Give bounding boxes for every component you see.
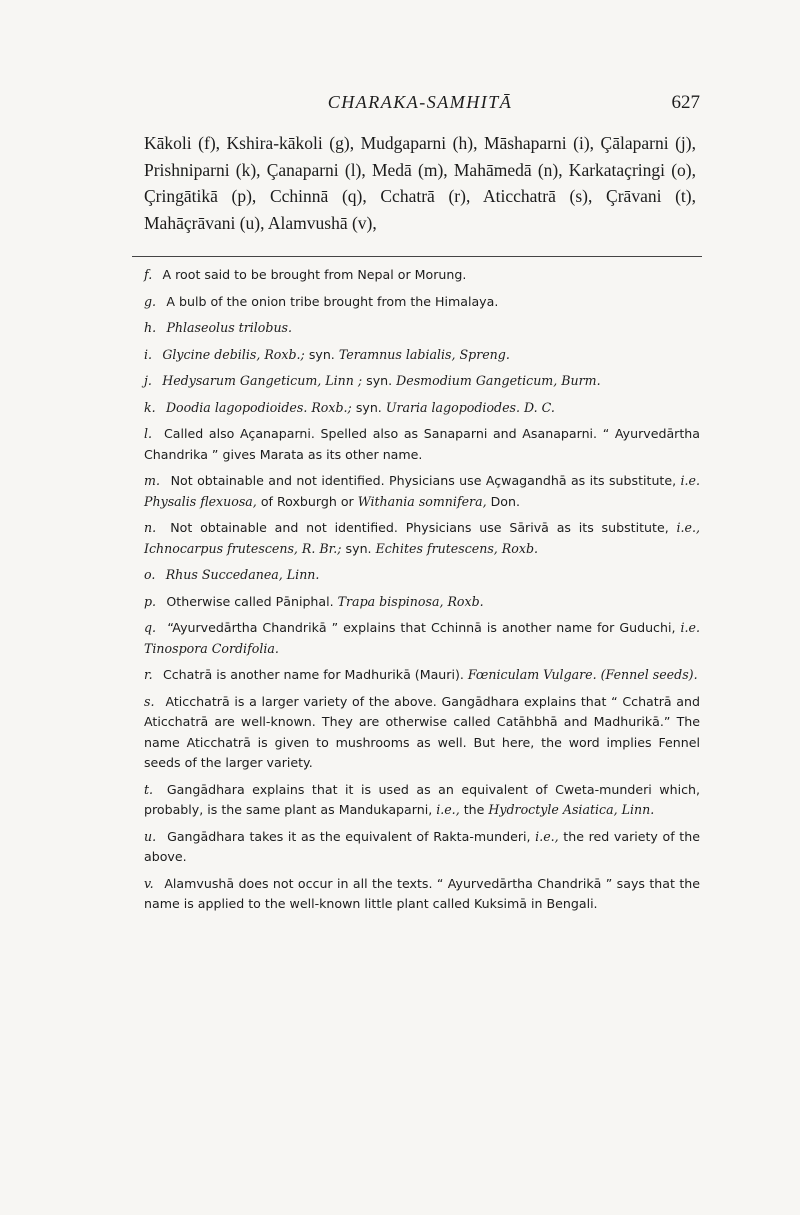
footnote-text: Not obtainable and not identified. Physicians use Sārivā as its substitute, — [170, 520, 677, 535]
footnote-marker: p. — [144, 593, 157, 609]
footnote-marker: r. — [144, 667, 153, 682]
footnote-text: i.e. Tinospora Cordifolia. — [144, 620, 700, 656]
footnote-text: syn. — [341, 540, 376, 556]
footnote-marker: q. — [144, 620, 157, 635]
footnote-text: “Ayurvedārtha Chandrikā ” explains that Cchinnā is another name for Guduchi, — [167, 620, 681, 635]
footnote-marker: h. — [144, 320, 157, 335]
footnote-text: i.e., — [535, 828, 559, 844]
footnote — [144, 345, 700, 366]
footnote-text: i.e. Physalis flexuosa, — [144, 473, 700, 509]
footnote — [144, 424, 700, 465]
footnote-text: Trapa bispinosa, Roxb. — [337, 593, 484, 609]
footnote-text: syn. — [304, 346, 339, 362]
page-header — [140, 92, 700, 122]
footnote — [144, 398, 700, 419]
footnote-divider — [132, 256, 702, 257]
footnote — [144, 371, 700, 392]
footnote-marker: i. — [144, 346, 153, 362]
footnote-marker: n. — [144, 520, 157, 535]
footnote — [144, 874, 700, 915]
footnote-text: Teramnus labialis, Spreng. — [338, 346, 510, 362]
footnote-text: the — [459, 802, 489, 817]
footnote-text: Phlaseolus trilobus. — [166, 320, 293, 335]
footnote-text: syn. — [362, 373, 397, 388]
footnote — [144, 318, 700, 339]
footnote-text: Not obtainable and not identified. Physicians use Açwagandhā as its substitute, — [170, 473, 681, 488]
footnote-marker: o. — [144, 567, 156, 582]
footnote-text: syn. — [351, 399, 386, 415]
footnote-text: Echites frutescens, Roxb. — [375, 540, 539, 556]
main-text-paragraph: Kākoli (f), Kshira-kākoli (g), Mudgaparni (h), Māshaparni (i), Çālaparni (j), Prishniparni (k), Çanaparni (l), Medā (m), Mahāmedā (n), Karkataçringi (o), Çringātikā (p), Cchinnā (q), Cchatrā (r), Aticchatrā (s), Çrāvani (t), Mahāçrāvani (u), Alamvushā (v), — [144, 133, 696, 233]
footnote-text: of Roxburgh or — [256, 493, 358, 509]
footnote-text: A root said to be brought from Nepal or Morung. — [162, 267, 467, 282]
footnote-text: Otherwise called Pāniphal. — [166, 593, 338, 609]
footnote-marker: k. — [144, 399, 156, 415]
footnote-text: i.e., — [436, 802, 460, 817]
footnote — [144, 592, 700, 613]
footnote-text: Hedysarum Gangeticum, Linn ; — [162, 373, 363, 388]
footnote-text: Cchatrā is another name for Madhurikā (Mauri). — [162, 667, 468, 682]
footnote-marker: m. — [144, 473, 160, 488]
footnotes-section — [144, 265, 700, 921]
footnote — [144, 827, 700, 868]
footnote — [144, 618, 700, 659]
footnote-text: i.e., Ichnocarpus frutescens, R. Br.; — [144, 520, 700, 556]
footnote-marker: t. — [144, 781, 154, 797]
footnote-text: Aticchatrā is a larger variety of the above. Gangādhara explains that “ Cchatrā and Aticchatrā are well-known. They are otherwise called Catāhbhā and Madhurikā.” The name Aticchatrā is given to mushrooms as well. But here, the word implies Fennel seeds of the larger variety. — [144, 693, 700, 770]
footnote-text: Doodia lagopodioides. Roxb.; — [165, 399, 352, 415]
page-number: 627 — [671, 92, 700, 113]
footnote-text: Glycine debilis, Roxb.; — [162, 346, 305, 362]
footnote-text: Gangādhara takes it as the equivalent of Rakta-munderi, — [167, 828, 536, 844]
footnote-marker: j. — [144, 373, 152, 388]
footnote — [144, 518, 700, 559]
footnote — [144, 565, 700, 586]
footnote — [144, 292, 700, 313]
footnote-marker: u. — [144, 828, 157, 844]
footnote-text: Withania somnifera, — [357, 493, 487, 509]
footnote — [144, 692, 700, 774]
footnote-text: Fœniculam Vulgare. (Fennel seeds). — [467, 667, 698, 682]
footnote-text: Gangādhara explains that it is used as an equivalent of Cweta-munderi which, probably, is the same plant as Mandukaparni, — [144, 781, 700, 817]
footnote — [144, 665, 700, 686]
footnote-text: A bulb of the onion tribe brought from the Himalaya. — [166, 293, 499, 309]
footnote-marker: s. — [144, 693, 155, 709]
footnote — [144, 780, 700, 821]
footnote-text: Called also Açanaparni. Spelled also as Sanaparni and Asanaparni. “ Ayurvedārtha Chandrika ” gives Marata as its other name. — [144, 426, 700, 462]
footnote-marker: f. — [144, 267, 153, 282]
footnote-marker: l. — [144, 426, 153, 441]
footnote-marker: g. — [144, 293, 157, 309]
footnote-text: Uraria lagopodiodes. D. C. — [385, 399, 555, 415]
footnote-text: Desmodium Gangeticum, Burm. — [396, 373, 601, 388]
footnote — [144, 265, 700, 286]
footnote-text: Rhus Succedanea, Linn. — [165, 567, 320, 582]
footnote-text: Alamvushā does not occur in all the texts. “ Ayurvedārtha Chandrikā ” says that the name is applied to the well-known little plant called Kuksimā in Bengali. — [144, 875, 700, 911]
footnote-marker: v. — [144, 875, 154, 891]
footnote-text: Hydroctyle Asiatica, Linn. — [488, 802, 655, 817]
footnote-text: the red variety of the above. — [144, 828, 700, 864]
footnote-text: Don. — [486, 493, 520, 509]
footnote — [144, 471, 700, 512]
running-title: CHARAKA-SAMHITĀ — [327, 92, 513, 112]
